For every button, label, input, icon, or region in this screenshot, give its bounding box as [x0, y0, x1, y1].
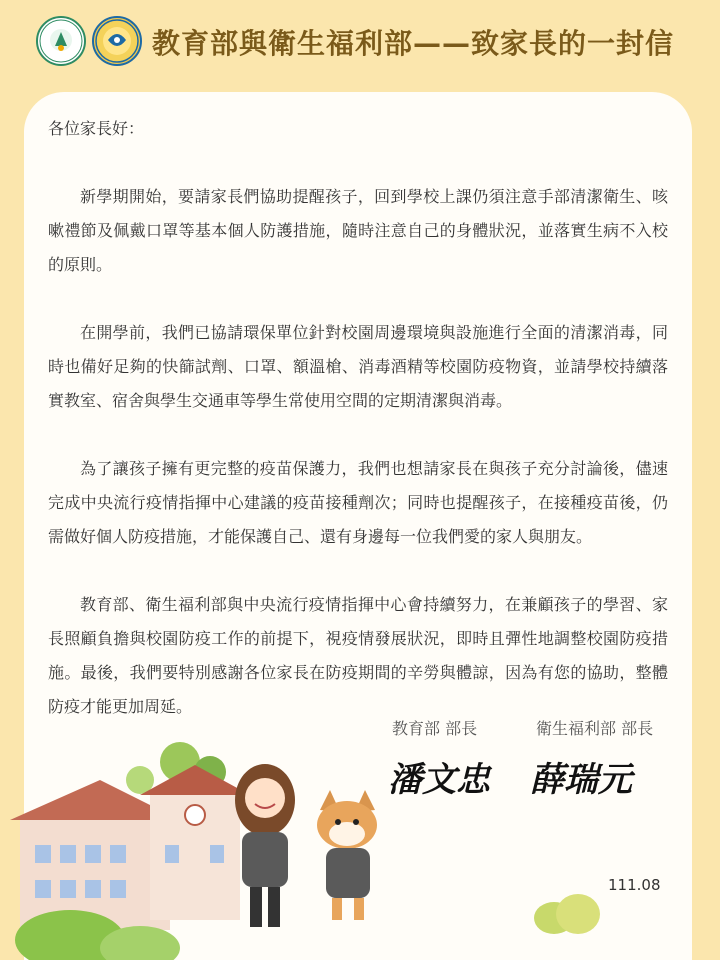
ministry-of-education-logo [36, 16, 86, 66]
mohw-emblem-icon [94, 18, 140, 64]
tower-roof [140, 765, 250, 795]
school-illustration [0, 720, 420, 960]
moe-minister-title: 教育部 部長 [392, 719, 478, 738]
letter-paragraph-3: 為了讓孩子擁有更完整的疫苗保護力，我們也想請家長在與孩子充分討論後，儘速完成中央流行疫情指揮中心建議的疫苗接種劑次；同時也提醒孩子，在接種疫苗後，仍需做好個人防疫措施，才能保護自己、還有身邊每一位我們愛的家人與朋友。 [48, 459, 668, 546]
letter-date: 111.08 [608, 876, 661, 894]
shiba-dog-character [317, 790, 377, 920]
girl-character [235, 764, 295, 927]
bush-right-icon [532, 880, 608, 940]
letter-paragraph-1: 新學期開始，要請家長們協助提醒孩子，回到學校上課仍須注意手部清潔衛生、咳嗽禮節及佩戴口罩等基本個人防護措施，隨時注意自己的身體狀況，並落實生病不入校的原則。 [48, 187, 668, 274]
ministry-of-health-welfare-logo [92, 16, 142, 66]
letter-body [48, 112, 668, 758]
mohw-minister-title: 衛生福利部 部長 [536, 719, 654, 738]
mohw-minister-signature: 薛瑞元 [530, 760, 632, 800]
header [0, 0, 720, 90]
letter-paragraph-2: 在開學前，我們已協請環保單位針對校園周邊環境與設施進行全面的清潔消毒，同時也備好足夠的快篩試劑、口罩、額溫槍、消毒酒精等校園防疫物資，並請學校持續落實教室、宿舍與學生交通車等學生常使用空間的定期清潔與消毒。 [48, 323, 668, 410]
moe-minister-signature: 潘文忠 [388, 760, 490, 800]
letter-paragraph-4: 教育部、衛生福利部與中央流行疫情指揮中心會持續努力，在兼顧孩子的學習、家長照顧負擔與校園防疫工作的前提下，視疫情發展狀況，即時且彈性地調整校園防疫措施。最後，我們要特別感謝各位家長在防疫期間的辛勞與體諒，因為有您的協助，整體防疫才能更加周延。 [48, 595, 668, 716]
letter-greeting: 各位家長好： [48, 119, 145, 138]
moe-emblem-icon [38, 18, 84, 64]
page-title: 教育部與衛生福利部——致家長的一封信 [152, 27, 675, 60]
clock-icon [185, 805, 205, 825]
